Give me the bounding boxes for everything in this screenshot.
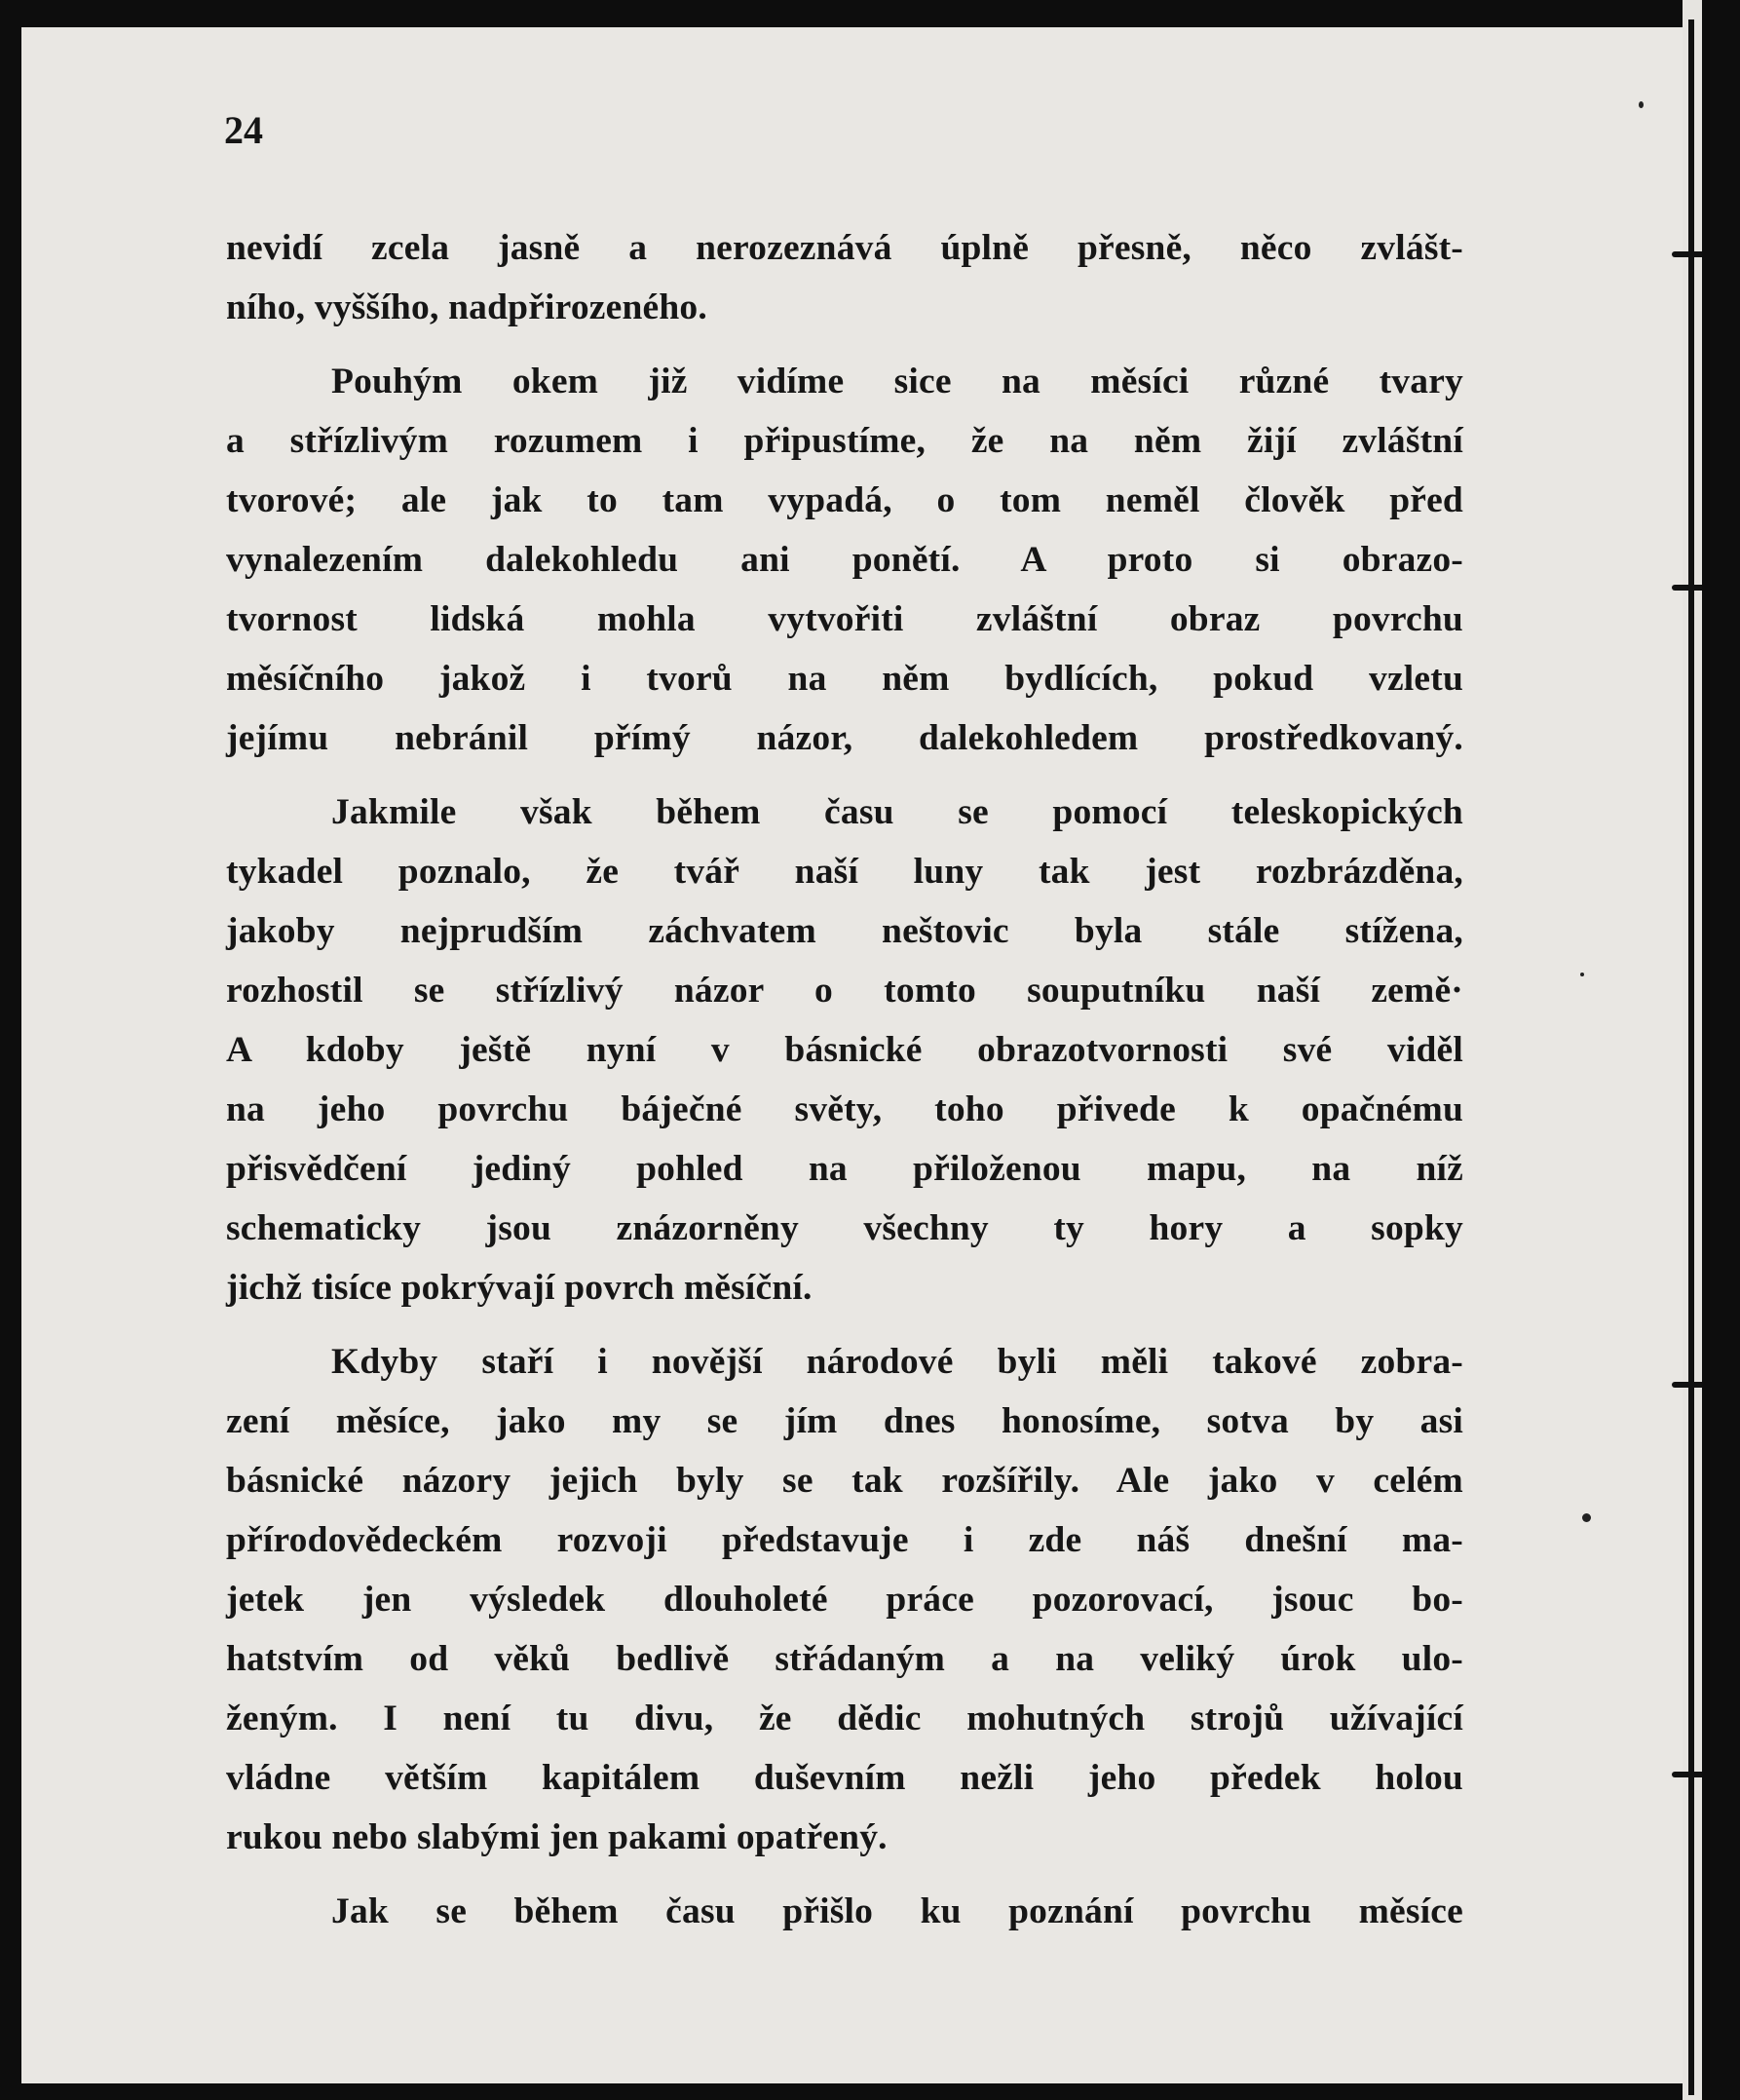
text-line: ního, vyššího, nadpřirozeného.	[226, 287, 707, 327]
scan-speck	[1580, 973, 1584, 976]
text-line: přisvědčení jediný pohled na přiloženou mapu, na níž	[226, 1149, 1463, 1189]
paragraph-4	[226, 1332, 1463, 1867]
text-line: Jak se během času přišlo ku poznání povrchu měsíce	[331, 1891, 1463, 1931]
body-text	[226, 218, 1463, 1956]
text-line: měsíčního jakož i tvorů na něm bydlících, pokud vzletu	[226, 659, 1463, 699]
page-number: 24	[224, 108, 263, 152]
scan-speck	[1639, 101, 1644, 108]
binding-mark	[1672, 251, 1705, 257]
text-line: vládne větším kapitálem duševním nežli jeho předek holou	[226, 1758, 1463, 1798]
book-page	[21, 27, 1683, 2083]
scan-speck	[1582, 1513, 1591, 1522]
text-line: jakoby nejprudším záchvatem neštovic byla stále stížena,	[226, 911, 1463, 951]
text-line: tvornost lidská mohla vytvořiti zvláštní obraz povrchu	[226, 599, 1463, 639]
text-line: nevidí zcela jasně a nerozeznává úplně přesně, něco zvlášt-	[226, 228, 1463, 268]
binding-mark	[1672, 585, 1705, 591]
paragraph-5	[226, 1882, 1463, 1941]
text-line: Pouhým okem již vidíme sice na měsíci různé tvary	[331, 362, 1463, 401]
text-line: hatstvím od věků bedlivě střádaným a na veliký úrok ulo-	[226, 1639, 1463, 1679]
text-line: rukou nebo slabými jen pakami opatřený.	[226, 1817, 888, 1857]
text-line: vynalezením dalekohledu ani ponětí. A proto si obrazo-	[226, 540, 1463, 580]
binding-mark	[1672, 1382, 1705, 1388]
binding-mark	[1672, 1772, 1705, 1777]
text-line: rozhostil se střízlivý názor o tomto souputníku naší země·	[226, 971, 1463, 1011]
text-line: schematicky jsou znázorněny všechny ty hory a sopky	[226, 1208, 1463, 1248]
text-line: tykadel poznalo, že tvář naší luny tak jest rozbrázděna,	[226, 852, 1463, 892]
text-line: jejímu nebránil přímý názor, dalekohledem prostředkovaný.	[226, 718, 1463, 758]
scan-edge	[1702, 0, 1740, 2100]
paragraph-1	[226, 218, 1463, 337]
text-line: zení měsíce, jako my se jím dnes honosíme, sotva by asi	[226, 1401, 1463, 1441]
text-line: přírodovědeckém rozvoji představuje i zde náš dnešní ma-	[226, 1520, 1463, 1560]
paragraph-2	[226, 352, 1463, 768]
paragraph-3	[226, 783, 1463, 1317]
text-line: a střízlivým rozumem i připustíme, že na něm žijí zvláštní	[226, 421, 1463, 461]
binding-line	[1688, 19, 1694, 2095]
text-line: A kdoby ještě nyní v básnické obrazotvornosti své viděl	[226, 1030, 1463, 1070]
text-line: tvorové; ale jak to tam vypadá, o tom neměl člověk před	[226, 480, 1463, 520]
text-line: jetek jen výsledek dlouholeté práce pozorovací, jsouc bo-	[226, 1580, 1463, 1620]
text-line: ženým. I není tu divu, že dědic mohutných strojů užívající	[226, 1699, 1463, 1738]
text-line: na jeho povrchu báječné světy, toho přivede k opačnému	[226, 1089, 1463, 1129]
text-line: básnické názory jejich byly se tak rozšířily. Ale jako v celém	[226, 1461, 1463, 1501]
text-line: Kdyby staří i novější národové byli měli takové zobra-	[331, 1342, 1463, 1382]
text-line: jichž tisíce pokrývají povrch měsíční.	[226, 1268, 813, 1308]
text-line: Jakmile však během času se pomocí teleskopických	[331, 792, 1463, 832]
